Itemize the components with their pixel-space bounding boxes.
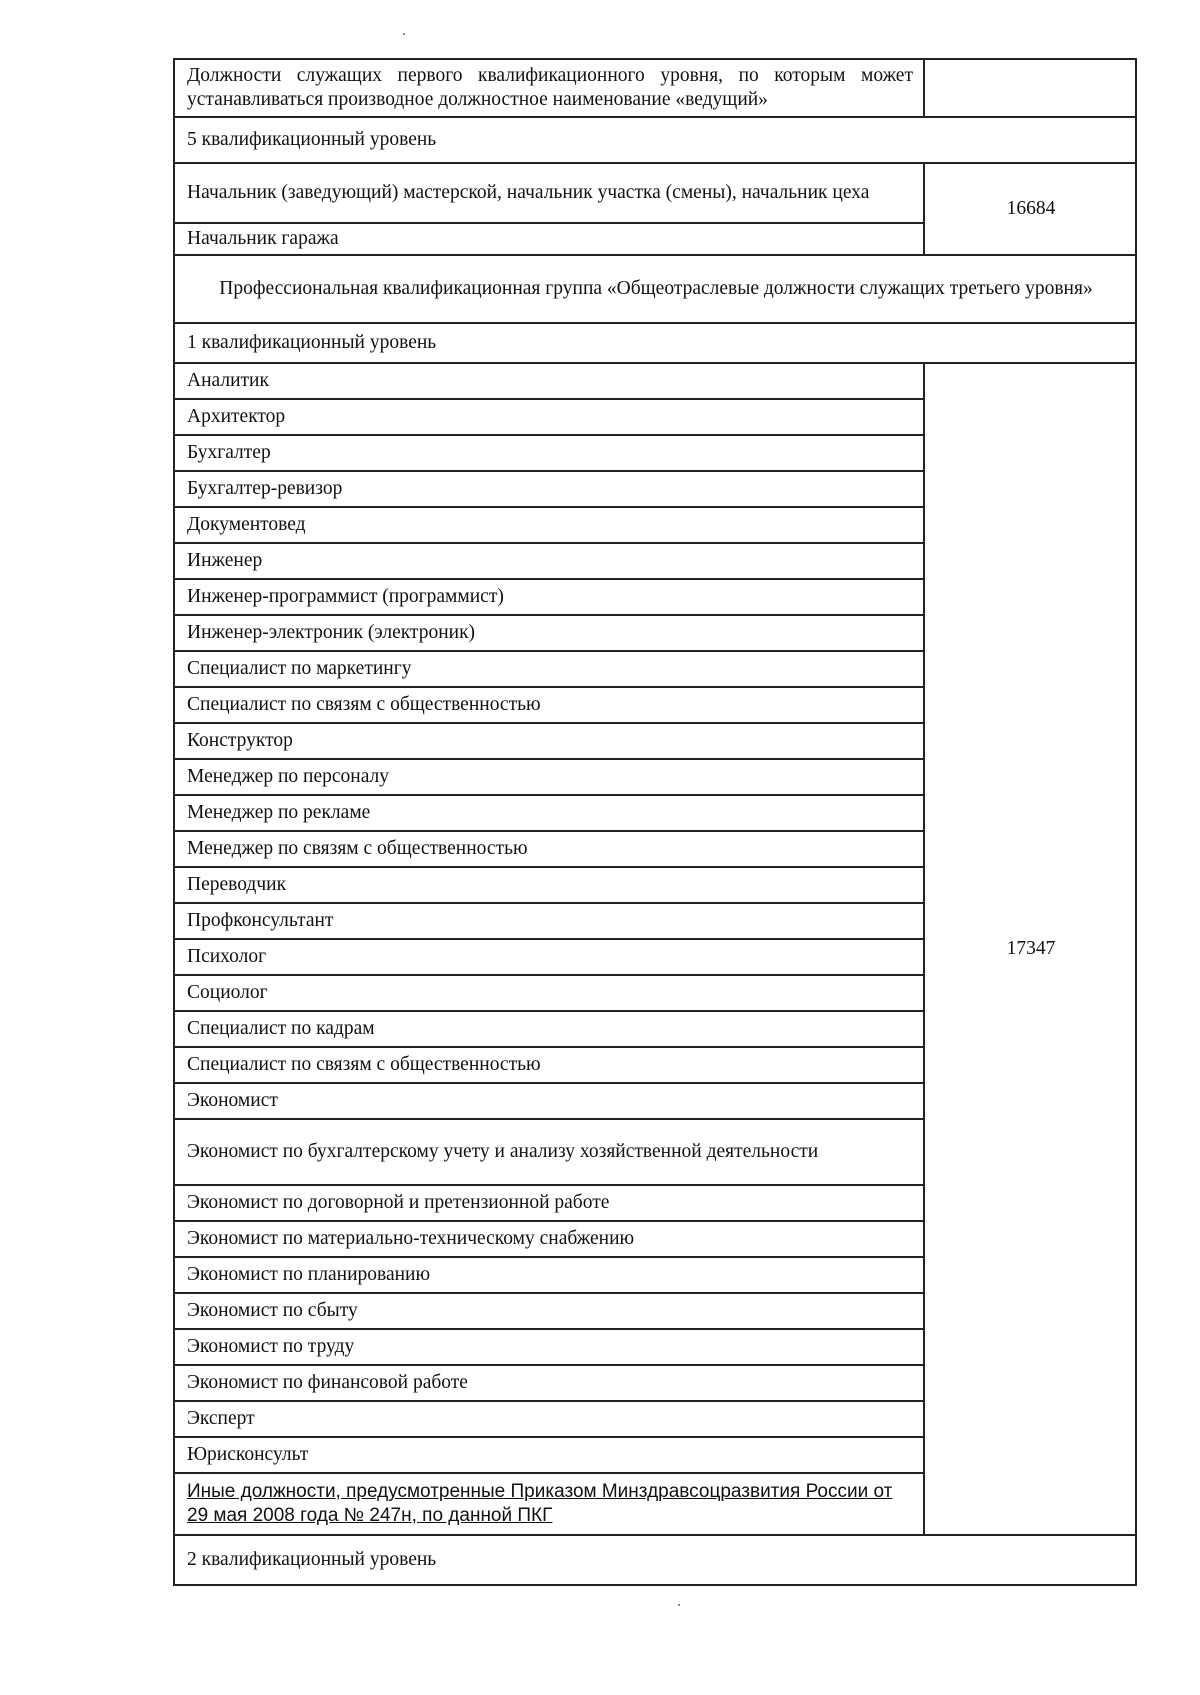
level-2-label: 2 квалификационный уровень [174,1535,1136,1585]
position-cell: Экономист по планированию [174,1257,924,1293]
position-cell: Бухгалтер-ревизор [174,471,924,507]
position-cell: Профконсультант [174,903,924,939]
scan-speck [403,33,405,35]
position-cell: Архитектор [174,399,924,435]
level-header-row [174,1535,1136,1585]
other-positions-link[interactable]: Иные должности, предусмотренные Приказом Минздравсоцразвития России от 29 мая 2008 года № 247н, по данной ПКГ [187,1481,893,1526]
group-header-row [174,255,1136,323]
position-cell: Специалист по маркетингу [174,651,924,687]
scan-speck [678,1604,680,1606]
table-row [174,363,1136,399]
position-cell: Специалист по связям с общественностью [174,687,924,723]
position-cell: Специалист по кадрам [174,1011,924,1047]
group-title: Профессиональная квалификационная группа «Общеотраслевые должности служащих третьего уровня» [174,255,1136,323]
position-cell: Бухгалтер [174,435,924,471]
salary-value-level1: 17347 [924,363,1136,1535]
position-cell: Должности служащих первого квалификационного уровня, по которым может устанавливаться производное должностное наименование «ведущий» [174,59,924,117]
position-cell: Экономист по бухгалтерскому учету и анализу хозяйственной деятельности [174,1119,924,1185]
level-header-row [174,117,1136,163]
position-cell: Экономист по материально-техническому снабжению [174,1221,924,1257]
level-5-label: 5 квалификационный уровень [174,117,1136,163]
table-row [174,59,1136,117]
position-cell: Документовед [174,507,924,543]
position-cell: Психолог [174,939,924,975]
position-cell: Менеджер по персоналу [174,759,924,795]
position-cell: Юрисконсульт [174,1437,924,1473]
table-row [174,163,1136,223]
position-cell: Менеджер по связям с общественностью [174,831,924,867]
salary-table-body [174,59,1136,1585]
position-cell: Экономист по сбыту [174,1293,924,1329]
position-cell: Инженер [174,543,924,579]
salary-value-level5: 16684 [924,163,1136,255]
position-cell: Экономист по труду [174,1329,924,1365]
position-cell: Начальник гаража [174,223,924,255]
position-cell: Экономист [174,1083,924,1119]
salary-table [173,58,1137,1586]
position-cell: Переводчик [174,867,924,903]
other-positions-link-cell [174,1473,924,1535]
level-header-row [174,323,1136,363]
position-cell: Аналитик [174,363,924,399]
position-cell: Социолог [174,975,924,1011]
position-cell: Конструктор [174,723,924,759]
position-cell: Инженер-электроник (электроник) [174,615,924,651]
position-cell: Экономист по финансовой работе [174,1365,924,1401]
level-1-label: 1 квалификационный уровень [174,323,1136,363]
salary-cell-empty [924,59,1136,117]
position-cell: Менеджер по рекламе [174,795,924,831]
position-cell: Начальник (заведующий) мастерской, начальник участка (смены), начальник цеха [174,163,924,223]
position-cell: Эксперт [174,1401,924,1437]
position-cell: Инженер-программист (программист) [174,579,924,615]
position-cell: Экономист по договорной и претензионной работе [174,1185,924,1221]
position-cell: Специалист по связям с общественностью [174,1047,924,1083]
